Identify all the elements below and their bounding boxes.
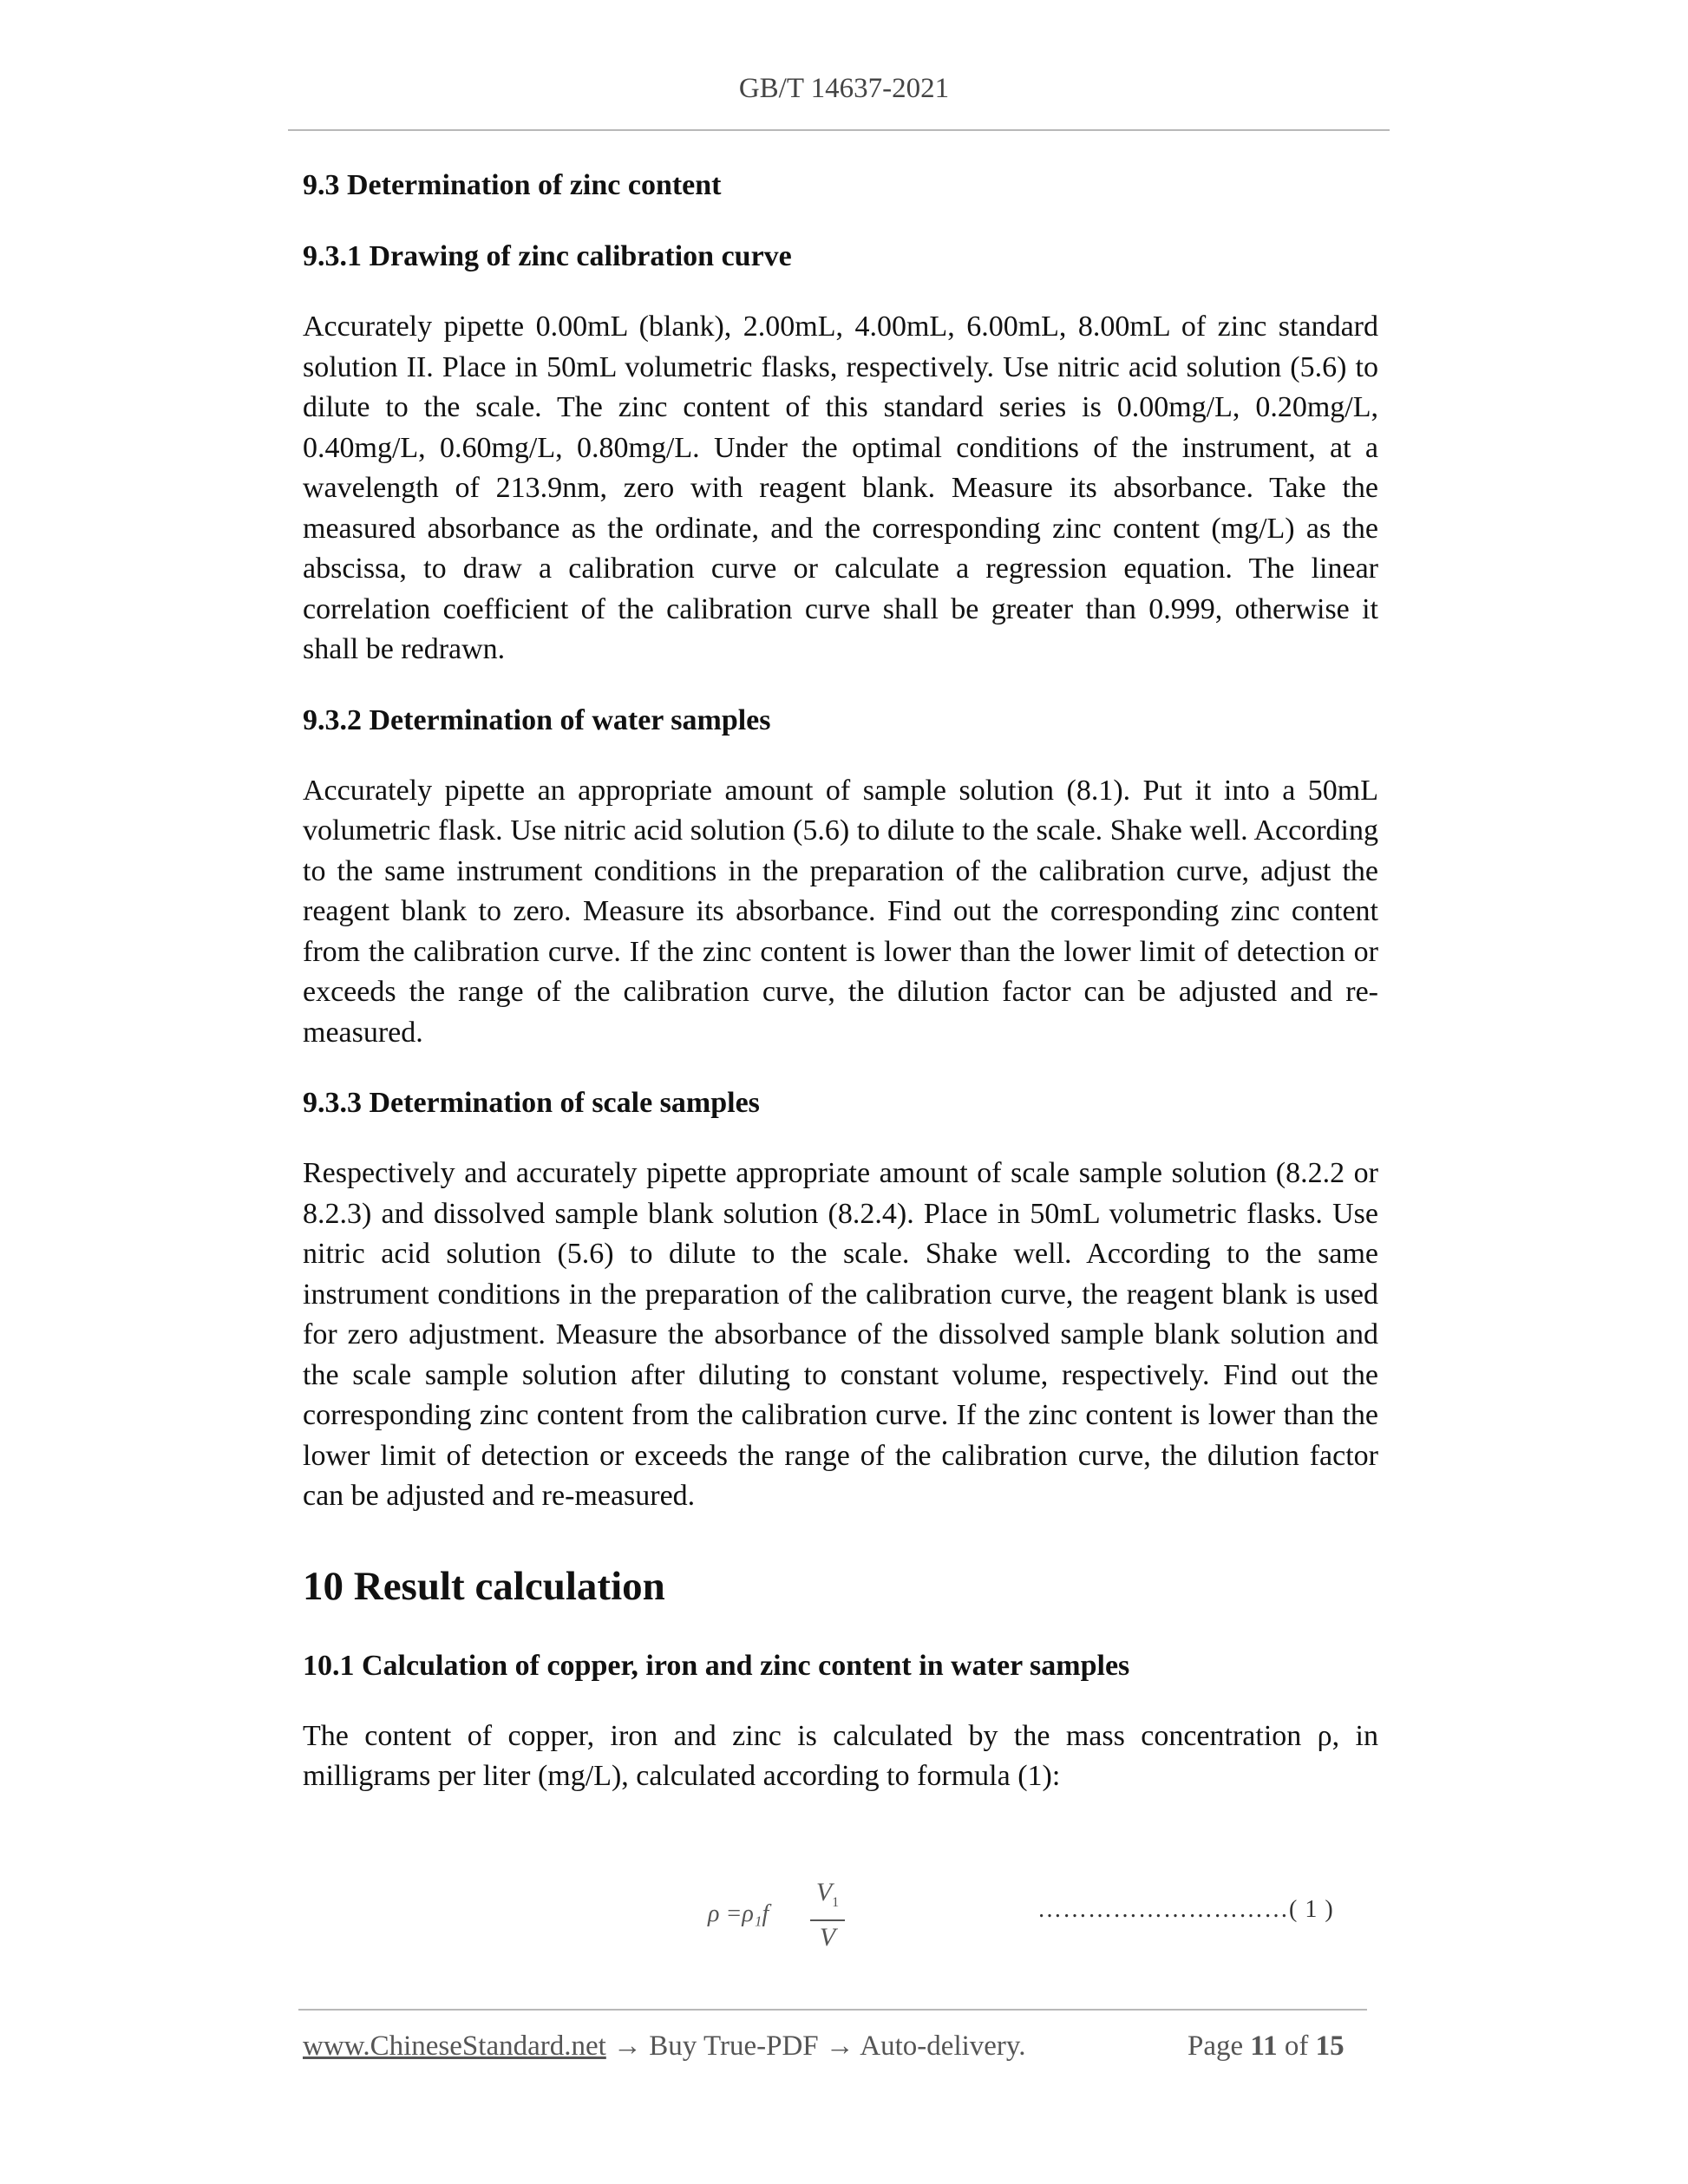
page-total: 15	[1315, 2030, 1345, 2062]
header-standard-code: GB/T 14637-2021	[738, 73, 950, 104]
footer-promo	[303, 2030, 1026, 2063]
page-label: Page	[1187, 2030, 1251, 2062]
of-label: of	[1277, 2030, 1316, 2062]
promo-text: → Buy True-PDF → Auto-delivery.	[605, 2030, 1026, 2062]
heading-10-1: 10.1 Calculation of copper, iron and zinc content in water samples	[303, 1649, 1130, 1682]
formula-numerator	[810, 1878, 845, 1918]
heading-9-3-1: 9.3.1 Drawing of zinc calibration curve	[303, 240, 792, 272]
formula-fraction	[810, 1878, 845, 1952]
formula-numerator-var: V	[815, 1878, 833, 1906]
heading-10: 10 Result calculation	[303, 1563, 665, 1609]
page-number: 11	[1250, 2030, 1278, 2062]
heading-9-3-2: 9.3.2 Determination of water samples	[303, 703, 771, 736]
formula-denominator: V	[819, 1923, 836, 1952]
fraction-bar	[810, 1919, 845, 1921]
footer-divider	[298, 2009, 1367, 2011]
formula-numerator-sub: 1	[832, 1895, 840, 1910]
formula-number-leader: …………………………( 1 )	[1037, 1896, 1334, 1923]
header-divider	[288, 129, 1390, 131]
paragraph-9-3-2: Accurately pipette an appropriate amount of sample solution (8.1). Put it into a 50mL volumetric flask. Use nitric acid solution (5.6) to dilute to the scale. Shake well. According to the same instrument conditions in the preparation of the calibration curve, adjust the reagent blank to zero. Measure its absorbance. Find out the corresponding zinc content from the calibration curve. If the zinc content is lower than the lower limit of detection or exceeds the range of the calibration curve, the dilution factor can be adjusted and re-measured.	[303, 774, 1378, 1049]
heading-9-3: 9.3 Determination of zinc content	[303, 169, 722, 201]
paragraph-10-1: The content of copper, iron and zinc is calculated by the mass concentration ρ, in milligrams per liter (mg/L), calculated according to formula (1):	[303, 1719, 1378, 1792]
site-link[interactable]: www.ChineseStandard.net	[303, 2030, 606, 2062]
paragraph-9-3-1: Accurately pipette 0.00mL (blank), 2.00mL, 4.00mL, 6.00mL, 8.00mL of zinc standard solution II. Place in 50mL volumetric flasks, respectively. Use nitric acid solution (5.6) to dilute to the scale. The zinc content of this standard series is 0.00mg/L, 0.20mg/L, 0.40mg/L, 0.60mg/L, 0.80mg/L. Under the optimal conditions of the instrument, at a wavelength of 213.9nm, zero with reagent blank. Measure its absorbance. Take the measured absorbance as the ordinate, and the corresponding zinc content (mg/L) as the abscissa, to draw a calibration curve or calculate a regression equation. The linear correlation coefficient of the calibration curve shall be greater than 0.999, otherwise it shall be redrawn.	[303, 311, 1378, 665]
paragraph-9-3-3: Respectively and accurately pipette appropriate amount of scale sample solution (8.2.2 or 8.2.3) and dissolved sample blank solution (8.2.4). Place in 50mL volumetric flasks. Use nitric acid solution (5.6) to dilute to the scale. Shake well. According to the same instrument conditions in the preparation of the calibration curve, the reagent blank is used for zero adjustment. Measure the absorbance of the dissolved sample blank solution and the scale sample solution after diluting to constant volume, respectively. Find out the corresponding zinc content from the calibration curve. If the zinc content is lower than the lower limit of detection or exceeds the range of the calibration curve, the dilution factor can be adjusted and re-measured.	[303, 1157, 1378, 1512]
page-indicator	[1187, 2030, 1345, 2063]
heading-9-3-3: 9.3.3 Determination of scale samples	[303, 1087, 760, 1119]
formula-1	[708, 1878, 847, 1952]
document-body	[303, 165, 1378, 1827]
formula-lhs: ρ =ρ₁f	[708, 1900, 769, 1927]
